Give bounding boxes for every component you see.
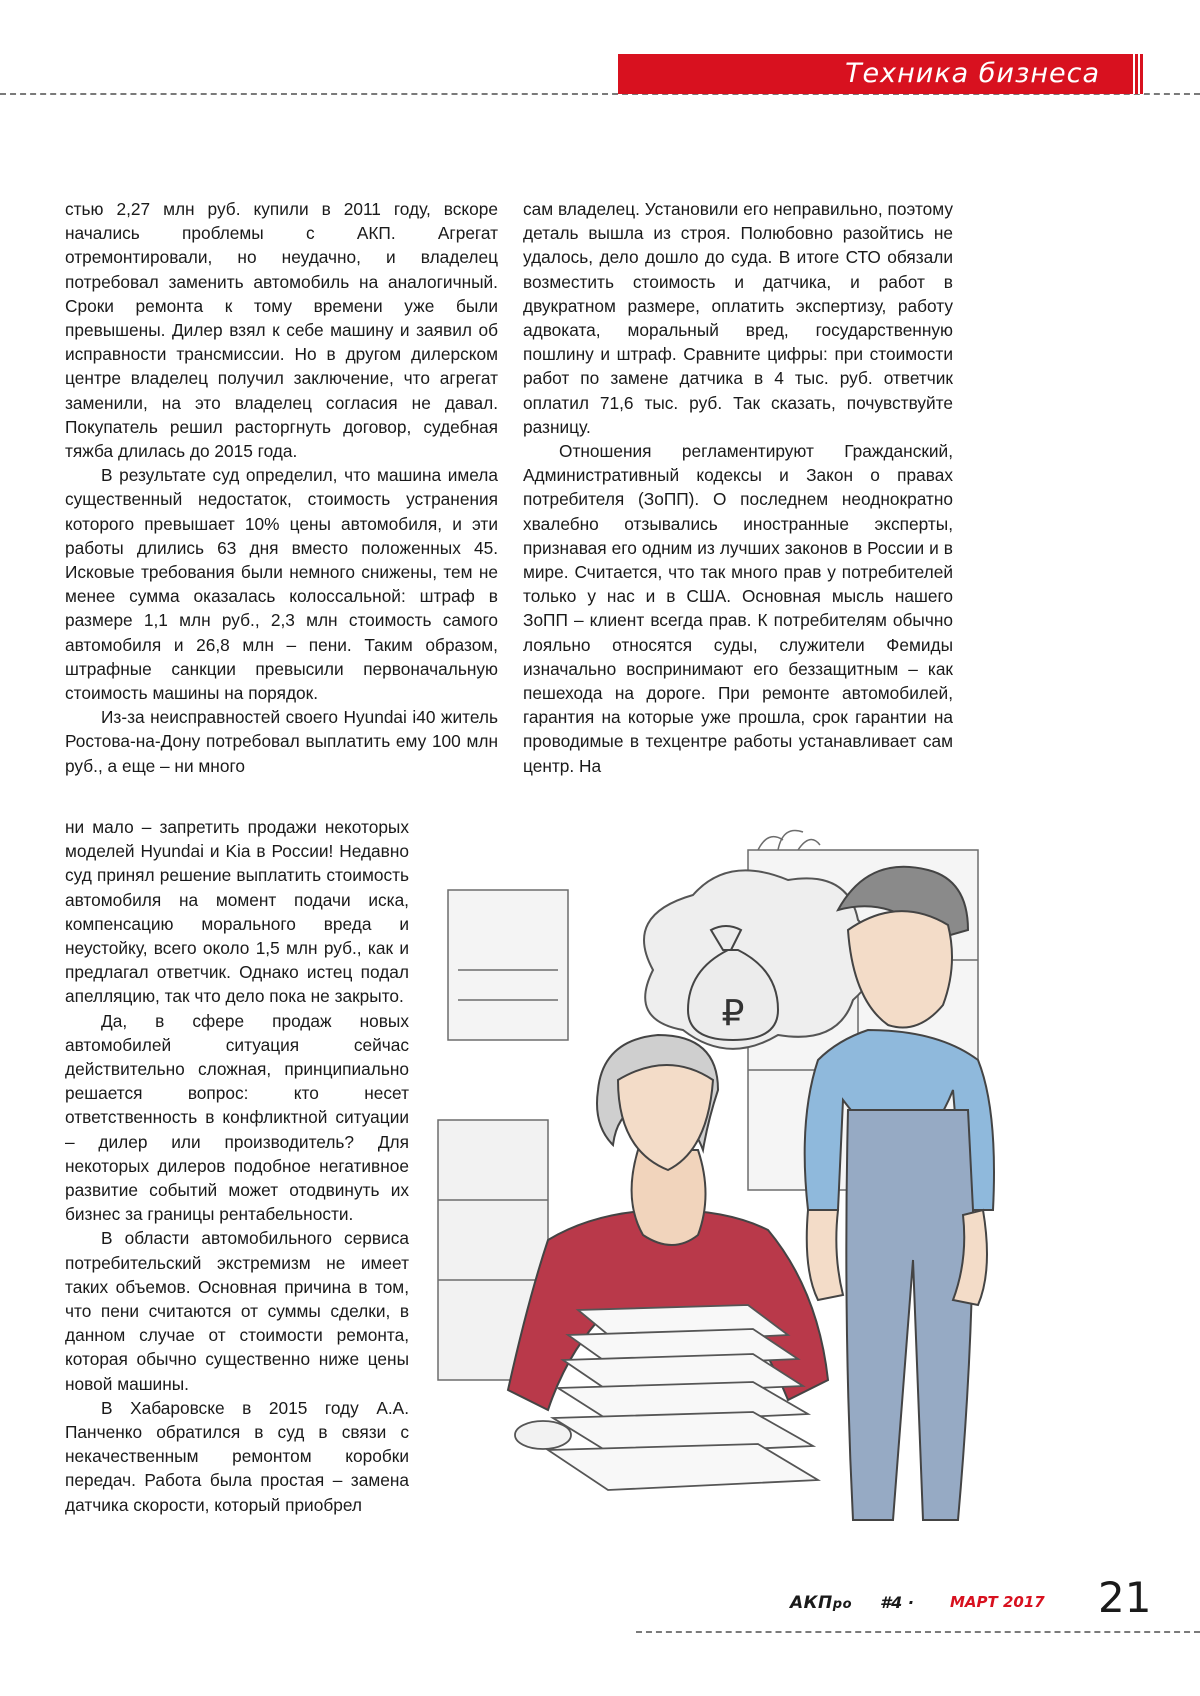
magazine-name: АКП xyxy=(790,1593,833,1613)
paragraph: В результате суд определил, что машина имела существенный недостаток, стоимость устранения которого превышает 10% цены автомобиля, и эти работы длились 63 дня вместо положенных 45. Исковые требования были немного снижены, тем не менее сумма оказалась колоссальной: штраф в размере 1,1 млн руб., 2,3 млн стоимость самого автомобиля и 26,8 млн – пени. Таким образом, штрафные санкции превысили первоначальную стоимость машины на порядок. xyxy=(65,465,498,704)
paragraph: ни мало – запретить продажи некоторых моделей Hyundai и Kia в России! Недавно суд принял решение выплатить стоимость автомобиля на момент подачи иска, компенсацию морального вреда и неустойку, всего около 1,5 млн руб., как и предлагал ответчик. Однако истец подал апелляцию, так что дело пока не закрыто. xyxy=(65,817,409,1007)
paragraph: сам владелец. Установили его неправильно, поэтому деталь вышла из строя. Полюбовно разойтись не удалось, дело дошло до суда. В итоге СТО обязали возместить стоимость и датчика, и работ в двукратном размере, оплатить экспертизу, работу адвоката, моральный вред, государственную пошлину и штраф. Сравните цифры: при стоимости работ по замене датчика в 4 тыс. руб. ответчик оплатил 71,6 тыс. руб. Так сказать, почувствуйте разницу. xyxy=(523,199,953,437)
article-column-left-narrow xyxy=(65,815,409,1517)
ruble-icon: ₽ xyxy=(721,993,745,1034)
issue-date: МАРТ 2017 xyxy=(950,1593,1045,1611)
paragraph: стью 2,27 млн руб. купили в 2011 году, вскоре начались проблемы с АКП. Агрегат отремонтировали, но неудачно, и владелец потребовал заменить автомобиль на аналогичный. Сроки ремонта к тому времени уже были превышены. Дилер взял к себе машину и заявил об исправности трансмиссии. Но в другом дилерском центре владелец получил заключение, что агрегат заменили, на это владелец согласия не давал. Покупатель решил расторгнуть договор, судебная тяжба длилась до 2015 года. xyxy=(65,199,498,462)
paragraph: В Хабаровске в 2015 году А.А. Панченко обратился в суд в связи с некачественным ремонтом коробки передач. Работа была простая – замена датчика скорости, который приобрел xyxy=(65,1397,409,1515)
footer-rule xyxy=(636,1631,1200,1633)
page-number: 21 xyxy=(1098,1573,1152,1622)
paragraph: Отношения регламентируют Гражданский, Административный кодексы и Закон о правах потребителя (ЗоПП). О последнем неоднократно хвалебно отзывались иностранные эксперты, признавая его одним из лучших законов в России и в мире. Считается, что так много прав у потребителей только у нас и в США. Основная мысль нашего ЗоПП – клиент всегда прав. К потребителям обычно лояльно относятся суды, служители Фемиды изначально воспринимают его беззащитным – как пешехода на дороге. При ремонте автомобилей, гарантия на которые уже прошла, срок гарантии на проводимые в техцентре работы устанавливает сам центр. На xyxy=(523,441,953,776)
article-column-right xyxy=(523,197,953,778)
section-tab-stripes xyxy=(1130,54,1144,94)
paragraph: В области автомобильного сервиса потребительский экстремизм не имеет таких объемов. Основная причина в том, что пени считаются от суммы сделки, в данном случае от стоимости ремонта, которая обычно существенно ниже цены новой машины. xyxy=(65,1228,409,1394)
section-title: Техника бизнеса xyxy=(845,58,1100,89)
magazine-suffix: ро xyxy=(832,1597,853,1612)
computer-mouse-icon xyxy=(515,1421,571,1449)
paragraph: Да, в сфере продаж новых автомобилей ситуация сейчас действительно сложная, принципиально решается вопрос: кто несет ответственность в конфликтной ситуации – дилер или производитель? Для некоторых дилеров подобное негативное развитие событий может отодвинуть их бизнес за границы рентабельности. xyxy=(65,1010,409,1225)
article-column-left xyxy=(65,197,498,778)
paragraph: Из-за неисправностей своего Hyundai i40 житель Ростова-на-Дону потребовал выплатить ему 100 млн руб., а еще – ни много xyxy=(65,707,498,776)
issue-number: #4 · xyxy=(880,1593,914,1612)
magazine-logo xyxy=(790,1593,852,1613)
section-tab xyxy=(618,54,1130,94)
illustration xyxy=(428,820,1142,1555)
